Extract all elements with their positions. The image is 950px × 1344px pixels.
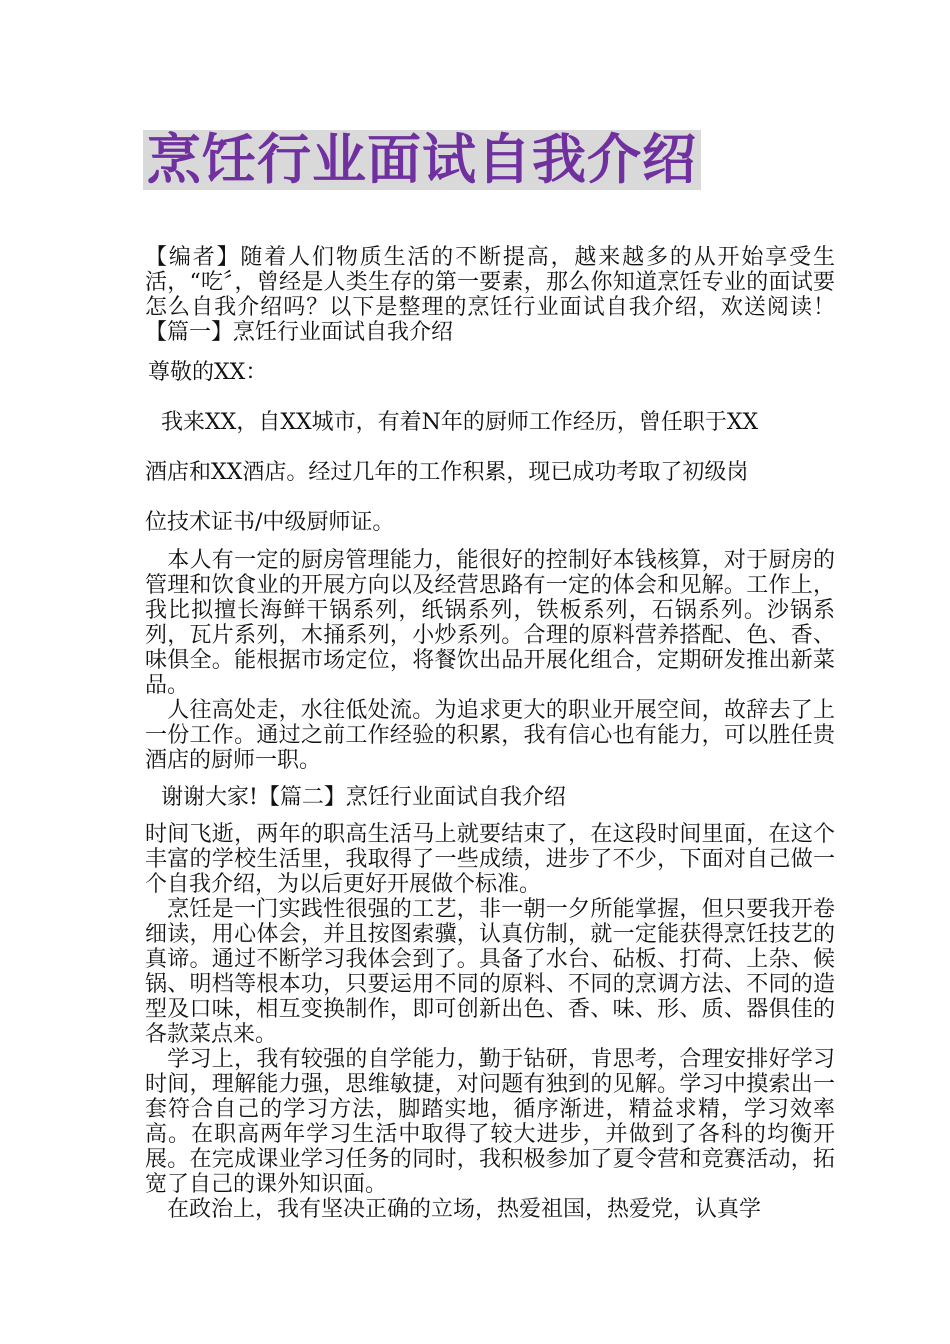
paragraph-6: 学习上，我有较强的自学能力，勤于钻研，肯思考，合理安排好学习时间，理解能力强，思维敏捷，对问题有独到的见解。学习中摸索出一套符合自己的学习方法，脚踏实地，循序渐进，精益求精，学习效率高。在职高两年学习生活中取得了较大进步，并做到了各科的均衡开展。在完成课业学习任务的同时，我积极参加了夏令营和竞赛活动，拓宽了自己的课外知识面。	[145, 1047, 835, 1197]
thanks-line: 谢谢大家!【篇二】烹饪行业面试自我介绍	[161, 785, 566, 810]
paragraph-4: 时间飞逝，两年的职高生活马上就要结束了，在这段时间里面，在这个丰富的学校生活里，我取得了一些成绩，进步了不少，下面对自己做一个自我介绍，为以后更好开展做个标准。	[145, 822, 835, 897]
greeting: 尊敬的XX：	[148, 360, 268, 385]
paragraph-2: 本人有一定的厨房管理能力，能很好的控制好本钱核算，对于厨房的管理和饮食业的开展方向以及经营思路有一定的体会和见解。工作上，我比拟擅长海鲜干锅系列，纸锅系列，铁板系列，石锅系列。沙锅系列，瓦片系列，木捅系列，小炒系列。合理的原料营养搭配、色、香、味俱全。能根据市场定位，将餐饮出品开展化组合，定期研发推出新菜品。	[145, 548, 835, 698]
intro-paragraph: 【编者】随着人们物质生活的不断提高，越来越多的从开始享受生活，“吃〞，曾经是人类生存的第一要素，那么你知道烹饪专业的面试要怎么自我介绍吗？以下是整理的烹饪行业面试自我介绍，欢送阅读！【篇一】烹饪行业面试自我介绍	[145, 245, 835, 345]
paragraph-7: 在政治上，我有坚决正确的立场，热爱祖国，热爱党，认真学	[145, 1197, 762, 1222]
paragraph-1-line-3: 位技术证书/中级厨师证。	[145, 510, 395, 535]
paragraph-1-line-2: 酒店和XX酒店。经过几年的工作积累，现已成功考取了初级岗	[145, 460, 749, 485]
paragraph-1-line-1: 我来XX，自XX城市，有着N年的厨师工作经历，曾任职于XX	[161, 410, 759, 435]
page-title: 烹饪行业面试自我介绍	[143, 130, 701, 190]
paragraph-5: 烹饪是一门实践性很强的工艺，非一朝一夕所能掌握，但只要我开卷细读，用心体会，并且按图索骥，认真仿制，就一定能获得烹饪技艺的真谛。通过不断学习我体会到了。具备了水台、砧板、打荷、上杂、候锅、明档等根本功，只要运用不同的原料、不同的烹调方法、不同的造型及口味，相互变换制作，即可创新出色、香、味、形、质、器俱佳的各款菜点来。	[145, 897, 835, 1047]
paragraph-3: 人往高处走，水往低处流。为追求更大的职业开展空间，故辞去了上一份工作。通过之前工作经验的积累，我有信心也有能力，可以胜任贵酒店的厨师一职。	[145, 698, 835, 773]
